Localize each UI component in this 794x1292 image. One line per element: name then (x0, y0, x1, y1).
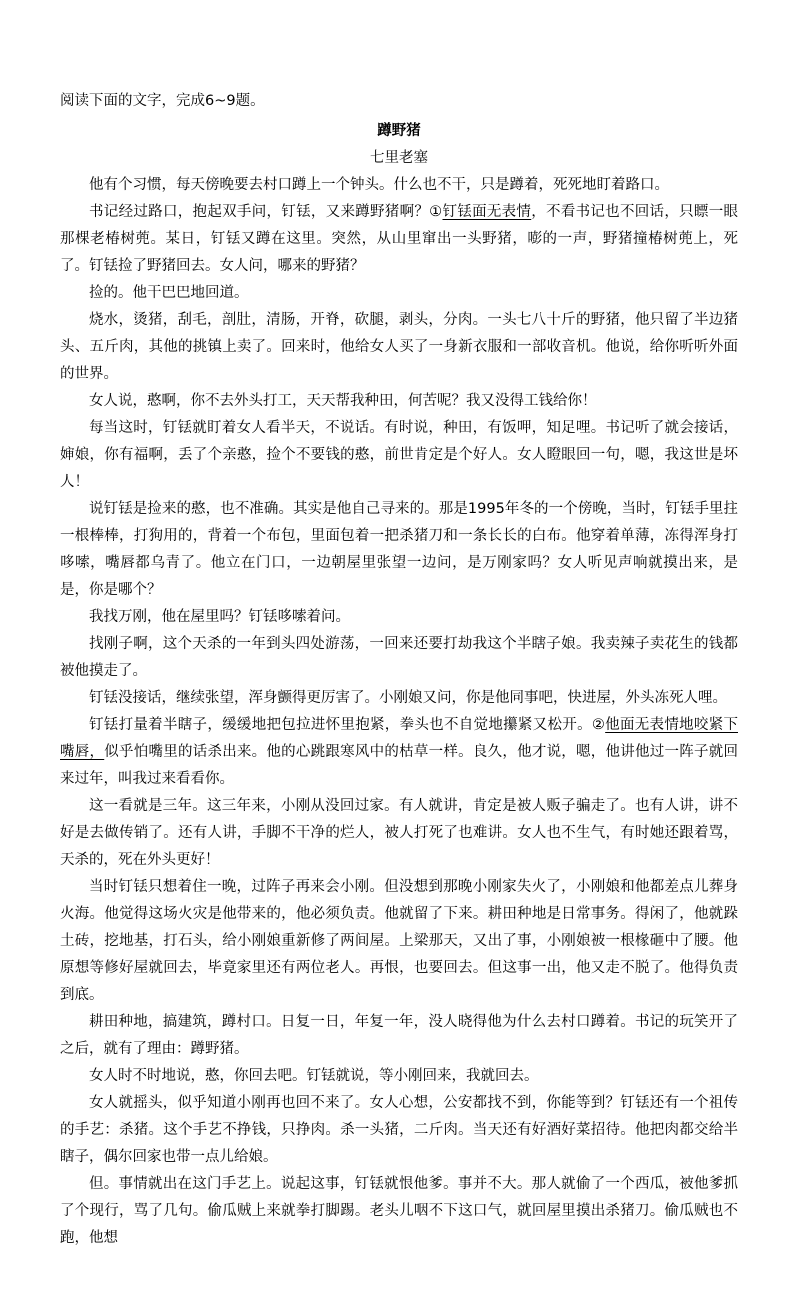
story-author: 七里老塞 (370, 150, 428, 166)
story-paragraph (60, 712, 738, 793)
story-paragraph: 这一看就是三年。这三年来，小刚从没回过家。有人就讲，肯定是被人贩子骗走了。也有人讲，讲不好是去做传销了。还有人讲，手脚不干净的烂人，被人打死了也难讲。女人也不生气，有时她还跟着骂，天杀的，死在外头更好！ (60, 798, 738, 868)
paragraph-text: 书记经过路口，抱起双手问，钉铥，又来蹲野猪啊？① (89, 204, 443, 220)
story-title: 蹲野猪 (377, 123, 421, 139)
story-paragraph: 每当这时，钉铥就盯着女人看半天，不说话。有时说，种田，有饭呷，知足哩。书记听了就会接话，婶娘，你有福啊，丢了个亲憨，捡个不要钱的憨，前世肯定是个好人。女人瞪眼回一句，嗯，我这世是坏人！ (60, 420, 738, 490)
story-paragraph: 当时钉铥只想着住一晚，过阵子再来会小刚。但没想到那晚小刚家失火了，小刚娘和他都差点儿葬身火海。他觉得这场火灾是他带来的，他必须负责。他就留了下来。耕田种地是日常事务。得闲了，他就跺土砖，挖地基，打石头，给小刚娘重新修了两间屋。上梁那天，又出了事，小刚娘被一根椽砸中了腰。他原想等修好屋就回去，毕竟家里还有两位老人。再恨，也要回去。但这事一出，他又走不脱了。他得负责到底。 (60, 879, 738, 1003)
paragraph-text: 似乎怕嘴里的话杀出来。他的心跳跟寒风中的枯草一样。良久，他才说，嗯，他讲他过一阵子就回来过年，叫我过来看看你。 (60, 744, 738, 787)
story-paragraph: 找刚子啊，这个天杀的一年到头四处游荡，一回来还要打劫我这个半瞎子娘。我卖辣子卖花生的钱都被他摸走了。 (60, 636, 738, 679)
story-paragraph: 耕田种地，搞建筑，蹲村口。日复一日，年复一年，没人晓得他为什么去村口蹲着。书记的玩笑开了之后，就有了理由：蹲野猪。 (60, 1014, 738, 1057)
paragraph-text: ，不看书记也不回话，只瞟一眼那棵老椿树蔸。某日，钉铥又蹲在这里。突然，从山里窜出一头野猪，嘭的一声，野猪撞椿树蔸上，死了。钉铥捡了野猪回去。女人问，哪来的野猪？ (60, 204, 739, 274)
story-paragraph: 捡的。他干巴巴地回道。 (89, 285, 249, 301)
story-paragraph: 女人说，憨啊，你不去外头打工，天天帮我种田，何苦呢？我又没得工钱给你！ (89, 393, 597, 409)
underlined-sentence-2: 他面无表情地咬紧下嘴唇， (60, 717, 738, 760)
reading-instruction: 阅读下面的文字，完成6~9题。 (60, 93, 265, 109)
story-paragraph (60, 199, 738, 280)
story-paragraph: 我找万刚，他在屋里吗？钉铥哆嗦着问。 (89, 609, 350, 625)
underlined-sentence-1: 钉铥面无表情 (442, 204, 532, 220)
story-paragraph: 女人时不时地说，憨，你回去吧。钉铥就说，等小刚回来，我就回去。 (89, 1068, 539, 1084)
story-paragraph: 但。事情就出在这门手艺上。说起这事，钉铥就恨他爹。事并不大。那人就偷了一个西瓜，被他爹抓了个现行，骂了几句。偷瓜贼上来就拳打脚踢。老头儿咽不下这口气，就回屋里摸出杀猪刀。偷瓜贼也不跑，他想 (60, 1176, 738, 1246)
story-paragraph: 说钉铥是捡来的憨，也不准确。其实是他自己寻来的。那是1995年冬的一个傍晚，当时，钉铥手里拄一根棒棒，打狗用的，背着一个布包，里面包着一把杀猪刀和一条长长的白布。他穿着单薄，冻得浑身打哆嗦，嘴唇都乌青了。他立在门口，一边朝屋里张望一边问，是万刚家吗？女人听见声响就摸出来，是是，你是哪个？ (60, 501, 738, 598)
story-paragraph: 他有个习惯，每天傍晚要去村口蹲上一个钟头。什么也不干，只是蹲着，死死地盯着路口。 (89, 177, 669, 193)
story-paragraph: 女人就摇头，似乎知道小刚再也回不来了。女人心想，公安都找不到，你能等到？钉铥还有一个祖传的手艺：杀猪。这个手艺不挣钱，只挣肉。杀一头猪，二斤肉。当天还有好酒好菜招待。他把肉都交给半瞎子，偶尔回家也带一点儿给娘。 (60, 1095, 738, 1165)
story-paragraph: 钉铥没接话，继续张望，浑身颤得更厉害了。小刚娘又问，你是他同事吧，快进屋，外头冻死人哩。 (89, 690, 727, 706)
paragraph-text: 钉铥打量着半瞎子，缓缓地把包拉进怀里抱紧，拳头也不自觉地攥紧又松开。② (89, 717, 606, 733)
story-paragraph: 烧水，烫猪，刮毛，剖肚，清肠，开脊，砍腿，剥头，分肉。一头七八十斤的野猪，他只留了半边猪头、五斤肉，其他的挑镇上卖了。回来时，他给女人买了一身新衣服和一部收音机。他说，给你听听外面的世界。 (60, 312, 738, 382)
